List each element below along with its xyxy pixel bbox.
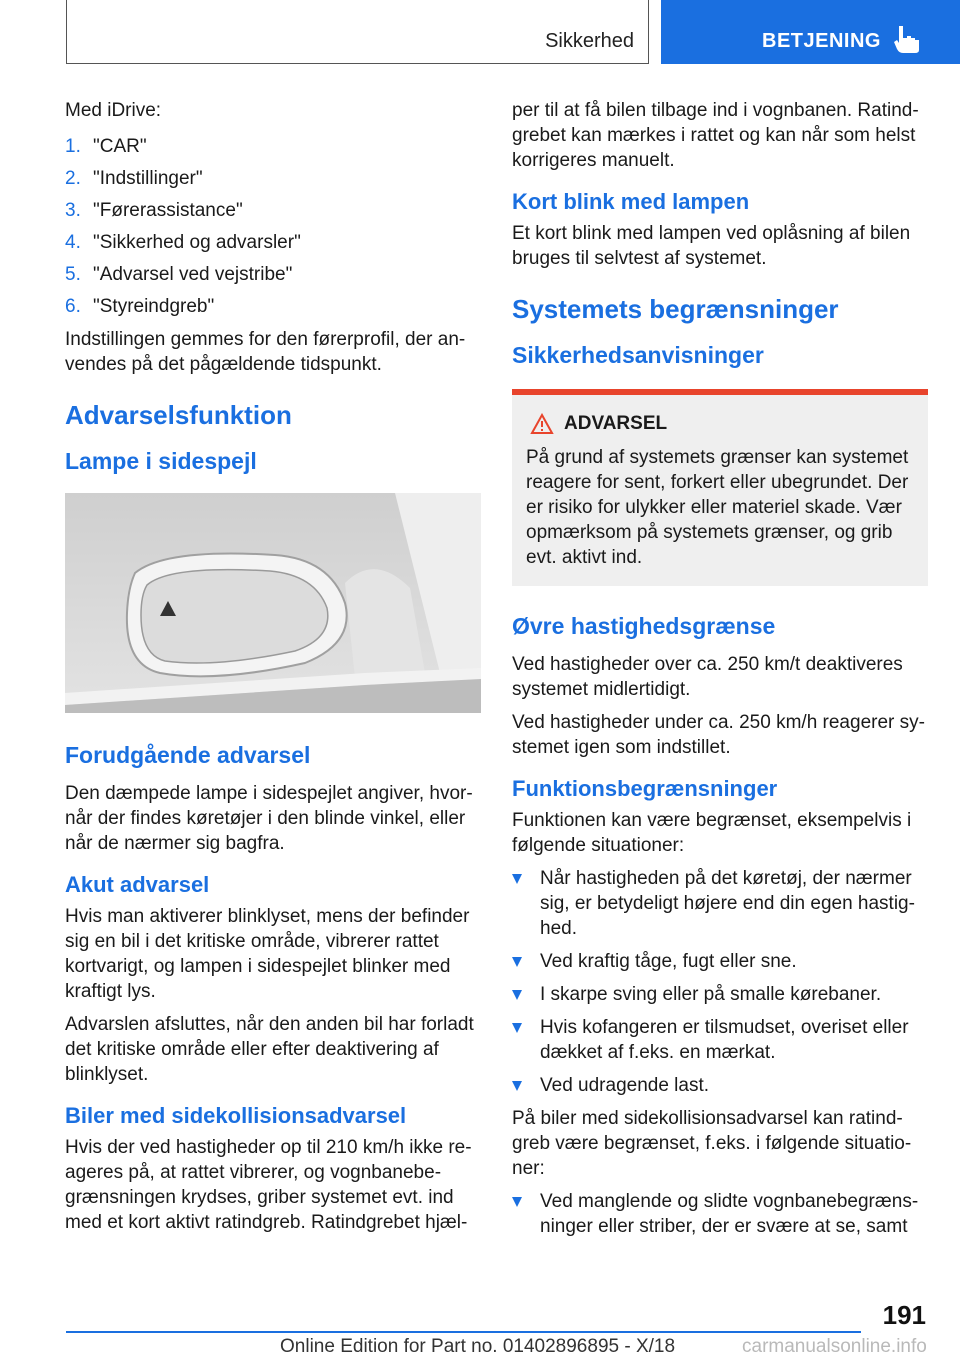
pointing-hand-icon <box>893 24 921 54</box>
bullet-text: Ved kraftig tåge, fugt eller sne. <box>540 951 797 972</box>
list-item <box>65 259 481 291</box>
list-item <box>65 163 481 195</box>
intro-text: Med iDrive: <box>65 100 162 121</box>
bullet-text: Ved udragende last. <box>540 1075 710 1096</box>
footer-edition: Online Edition for Part no. 01402896895 - X/18 <box>280 1336 676 1357</box>
akut-text-2: Advarslen afsluttes, når den anden bil har forladt det kritiske område eller efter deaktivering af blinklyset. <box>65 1014 474 1085</box>
step-text: "Sikkerhed og advarsler" <box>93 232 301 253</box>
heading-systemets-begraensninger: Systemets begrænsninger <box>512 294 839 324</box>
step-number: 4. <box>65 232 81 253</box>
list-item <box>512 949 928 974</box>
header-chapter-label: BETJENING <box>762 30 881 52</box>
list-item <box>512 1073 928 1098</box>
heading-lampe-i-sidespejl: Lampe i sidespejl <box>65 448 257 474</box>
step-text: "Indstillinger" <box>93 168 203 189</box>
ovre-text-1: Ved hastigheder over ca. 250 km/t deaktiveres systemet midlertidigt. <box>512 654 903 700</box>
kort-blink-text: Et kort blink med lampen ved oplåsning af bilen bruges til selvtest af systemet. <box>512 223 911 269</box>
step-text: "Styreindgreb" <box>93 296 215 317</box>
idrive-steps <box>65 131 481 323</box>
heading-kort-blink: Kort blink med lampen <box>512 189 750 214</box>
list-item <box>65 195 481 227</box>
heading-advarselsfunktion: Advarselsfunktion <box>65 400 292 430</box>
page-number: 191 <box>882 1300 926 1330</box>
heading-sikkerhedsanvisninger: Sikkerhedsanvisninger <box>512 342 764 368</box>
step-text: "Advarsel ved vejstribe" <box>93 264 293 285</box>
right-column <box>512 98 928 1247</box>
warning-text: På grund af systemets grænser kan systemet reagere for sent, forkert eller ubegrundet. Der er risiko for ulykker eller materiel skade. Vær opmærksom på systemets grænser, og grib evt. aktivt ind. <box>526 447 909 568</box>
step-text: "Førerassistance" <box>93 200 243 221</box>
footer-divider <box>66 1331 861 1333</box>
step-number: 2. <box>65 168 81 189</box>
heading-forudgaaende: Forudgående advarsel <box>65 742 311 768</box>
header-chapter-tab[interactable] <box>661 0 960 64</box>
list-item <box>512 982 928 1007</box>
heading-akut-advarsel: Akut advarsel <box>65 872 210 897</box>
bullet-text: Hvis kofangeren er tilsmudset, overiset eller dækket af f.eks. en mærkat. <box>540 1017 909 1063</box>
forudgaaende-text: Den dæmpede lampe i sidespejlet angiver, hvor-når der findes køretøjer i den blinde vinkel, eller når de nærmer sig bagfra. <box>65 783 473 854</box>
bullet-triangle-icon <box>512 957 522 967</box>
warning-box <box>512 389 928 586</box>
side-mirror-image <box>65 493 481 713</box>
step-number: 3. <box>65 200 81 221</box>
footer-watermark: carmanualsonline.info <box>742 1336 927 1357</box>
bullet-triangle-icon <box>512 874 522 884</box>
steering-limitations-list <box>512 1189 928 1239</box>
bullet-triangle-icon <box>512 990 522 1000</box>
bullet-triangle-icon <box>512 1081 522 1091</box>
settings-saved-text: Indstillingen gemmes for den førerprofil, der an-vendes på det pågældende tidspunkt. <box>65 329 466 375</box>
funktion-text: Funktionen kan være begrænset, eksempelvis i følgende situationer: <box>512 810 912 856</box>
ovre-text-2: Ved hastigheder under ca. 250 km/h reagerer sy-stemet igen som indstillet. <box>512 712 925 758</box>
bullet-text: Ved manglende og slidte vognbanebegræns-ninger eller striber, der er svære at se, samt <box>540 1191 919 1237</box>
warning-title: ADVARSEL <box>564 413 668 434</box>
heading-ovre-hastighedsgraense: Øvre hastighedsgrænse <box>512 613 776 639</box>
heading-funktionsbegraensninger: Funktionsbegrænsninger <box>512 776 778 801</box>
left-column <box>65 98 481 1243</box>
bullet-triangle-icon <box>512 1197 522 1207</box>
warning-title-row <box>530 413 920 435</box>
continuation-text: per til at få bilen tilbage ind i vognbanen. Ratind-grebet kan mærkes i rattet og kan når som helst korrigeres manuelt. <box>512 100 919 171</box>
limitations-list <box>512 866 928 1098</box>
biler-text: Hvis der ved hastigheder op til 210 km/h ikke re-ageres på, at rattet vibrerer, og vognbanebe-grænsningen krydses, griber systemet evt. ind med et kort aktivt ratindgreb. Ratindgrebet hjæl- <box>65 1137 472 1233</box>
header-section-title: Sikkerhed <box>545 30 634 52</box>
list-item <box>512 1015 928 1065</box>
step-number: 1. <box>65 136 81 157</box>
warning-triangle-icon <box>530 413 554 435</box>
heading-biler-sidekollision: Biler med sidekollisionsadvarsel <box>65 1103 407 1128</box>
list-item <box>65 131 481 163</box>
list-item <box>512 1189 928 1239</box>
step-number: 6. <box>65 296 81 317</box>
bullet-text: I skarpe sving eller på smalle kørebaner. <box>540 984 882 1005</box>
list-item <box>512 866 928 941</box>
list-item <box>65 291 481 323</box>
bullet-text: Når hastigheden på det køretøj, der nærmer sig, er betydeligt højere end din egen hastig-hed. <box>540 868 915 939</box>
list-item <box>65 227 481 259</box>
bullet-triangle-icon <box>512 1023 522 1033</box>
step-text: "CAR" <box>93 136 147 157</box>
sidekollision-text: På biler med sidekollisionsadvarsel kan ratind-greb være begrænset, f.eks. i følgende situatio-ner: <box>512 1108 912 1179</box>
header-section-box <box>66 0 649 64</box>
side-mirror-illustration <box>65 493 481 713</box>
akut-text-1: Hvis man aktiverer blinklyset, mens der befinder sig en bil i det kritiske område, vibrerer rattet kortvarigt, og lampen i sidespejlet blinker med kraftigt lys. <box>65 906 470 1002</box>
step-number: 5. <box>65 264 81 285</box>
